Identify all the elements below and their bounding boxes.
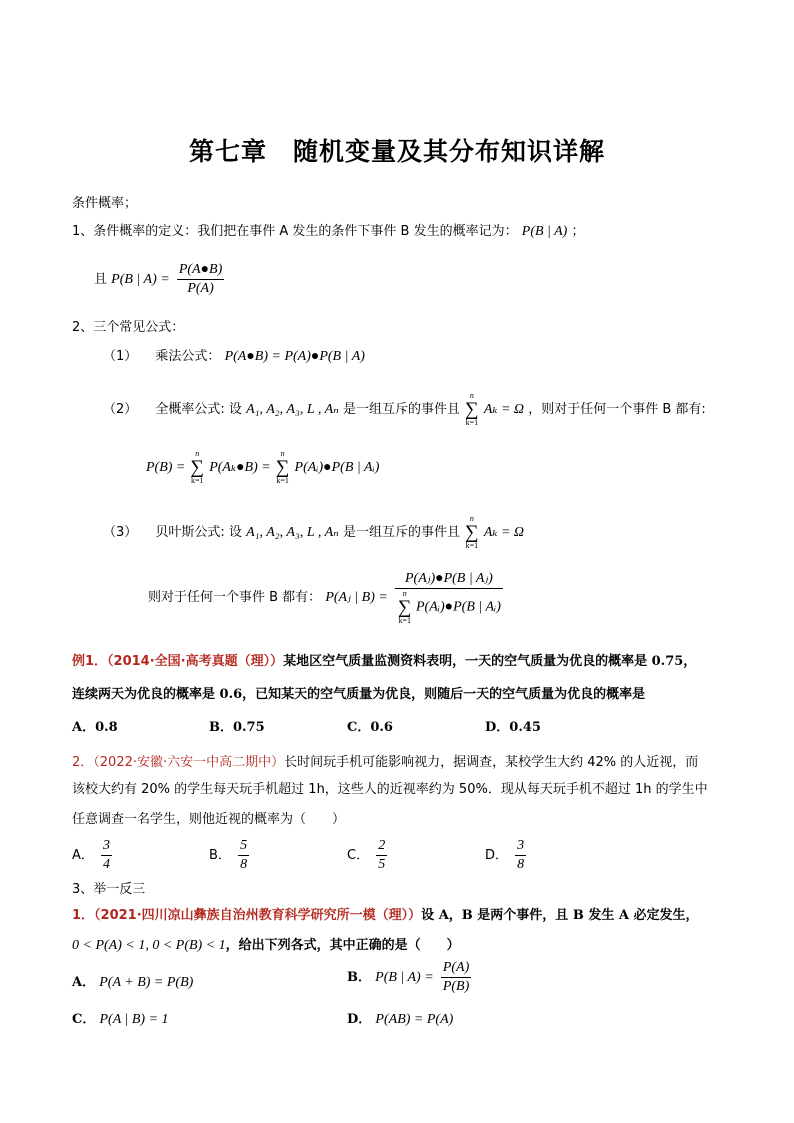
sum-upper: n	[469, 514, 474, 523]
option-den: 5	[378, 857, 386, 872]
sigma-icon: ∑	[397, 597, 412, 618]
example2-option-c	[347, 838, 390, 873]
option-formula-lhs: P(B | A) =	[375, 970, 434, 985]
option-num: P(A)	[441, 960, 471, 978]
practice1-condition: 0 < P(A) < 1, 0 < P(B) < 1	[72, 938, 226, 953]
option-fraction	[515, 838, 526, 873]
sigma-icon: ∑	[465, 399, 479, 420]
example1-option-d: D．0.45	[485, 720, 541, 735]
item3-denominator	[395, 589, 503, 625]
item2-formula-b: P(Aᵢ)●P(B | Aᵢ)	[294, 460, 380, 475]
example1-text1: 某地区空气质量监测资料表明，一天的空气质量为优良的概率是 0.75，	[283, 654, 697, 669]
example1-option-b: B．0.75	[209, 720, 265, 735]
practice1-text2: ，给出下列各式，其中正确的是（ ）	[225, 938, 460, 953]
example1-source: 例1．（2014·全国·高考真题（理））	[72, 654, 284, 669]
item2-label: 全概率公式: 设	[155, 402, 242, 417]
practice1-option-b	[347, 960, 474, 995]
option-den: 8	[517, 857, 525, 872]
example1-line1	[72, 650, 696, 669]
sum-upper: n	[469, 391, 474, 400]
option-letter: A．	[72, 848, 94, 863]
item3-formula-lhs: P(Aⱼ | B) =	[325, 590, 388, 605]
example2-text2: 该校大约有 20% 的学生每天玩手机超过 1h，这些人的近视率约为 50%．现从每天玩手机不超过 1h 的学生中	[72, 782, 708, 797]
practice1-line1	[72, 904, 698, 923]
example2-text3: 任意调查一名学生，则他近视的概率为（ ）	[72, 812, 346, 827]
example2-option-b	[209, 838, 252, 873]
practice1-option-d	[347, 1008, 453, 1028]
item2-formula-lhs: P(B) =	[146, 460, 186, 475]
item3-line2-text: 则对于任何一个事件 B 都有：	[148, 590, 322, 605]
item3-formula	[148, 570, 506, 625]
formula-numerator: P(A●B)	[177, 262, 224, 280]
option-letter: C．	[72, 1012, 96, 1027]
option-letter: B．	[209, 848, 231, 863]
formula-lhs: P(B | A) =	[111, 272, 170, 287]
item2-mid: 是一组互斥的事件且	[342, 402, 460, 417]
example1-option-c: C．0.6	[347, 720, 393, 735]
sum-a-lower: k=1	[191, 476, 204, 485]
definition-formula	[94, 262, 227, 297]
sigma-icon: ∑	[275, 457, 290, 478]
item2-number: （2）	[103, 402, 138, 417]
formula-prefix: 且	[94, 272, 108, 287]
sum-lower: k=1	[465, 541, 479, 550]
item3-numerator: P(Aⱼ)●P(B | Aⱼ)	[395, 570, 503, 589]
item1-formula: P(A●B) = P(A)●P(B | A)	[224, 349, 365, 364]
option-letter: A．	[72, 975, 96, 990]
item1-label: 乘法公式：	[155, 349, 221, 364]
item3-label: 贝叶斯公式: 设	[155, 525, 242, 540]
item3-fraction	[395, 570, 503, 625]
item3-events: A₁, A₂, A₃, L , Aₙ	[246, 525, 339, 540]
item3-mid: 是一组互斥的事件且	[342, 525, 460, 540]
section-heading: 条件概率；	[72, 196, 138, 211]
sigma-icon: ∑	[190, 457, 205, 478]
item2-formula	[146, 450, 379, 485]
item1-number: （1）	[103, 349, 138, 364]
option-fraction	[101, 838, 112, 873]
item2-sum-a	[191, 450, 205, 485]
formula-denominator: P(A)	[187, 281, 214, 296]
option-letter: D．	[485, 848, 509, 863]
example1-text2: 连续两天为优良的概率是 0.6，已知某天的空气质量为优良，则随后一天的空气质量为优良的概率是	[72, 687, 646, 702]
item2-tail: ，则对于任何一个事件 B 都有:	[528, 402, 706, 417]
practice1-option-c	[72, 1008, 169, 1028]
definition-suffix: ；	[571, 224, 585, 239]
practice1-source: 1．（2021·四川凉山彝族自治州教育科学研究所一模（理））	[72, 908, 422, 923]
option-num: 3	[515, 838, 526, 856]
definition-symbol: P(B | A)	[521, 224, 568, 239]
sum-lower: k=1	[465, 418, 479, 427]
item3-sum-symbol	[465, 515, 479, 550]
sum-b-upper: n	[280, 449, 285, 458]
example2-option-a	[72, 838, 115, 873]
option-num: 3	[101, 838, 112, 856]
option-letter: B．	[347, 970, 371, 985]
sum-b-lower: k=1	[276, 476, 289, 485]
option-num: 2	[376, 838, 387, 856]
option-formula: P(A + B) = P(B)	[99, 975, 194, 990]
page-title: 第七章 随机变量及其分布知识详解	[188, 137, 605, 166]
item3-sum-body: Aₖ = Ω	[483, 525, 525, 540]
option-formula: P(A | B) = 1	[99, 1012, 169, 1027]
practice1-line2	[72, 934, 460, 954]
definition-text: 1、条件概率的定义：我们把在事件 A 发生的条件下事件 B 发生的概率记为：	[72, 224, 518, 239]
option-den: 4	[103, 857, 111, 872]
item2-sum-symbol	[465, 392, 479, 427]
example2-line1	[72, 751, 698, 770]
item3-number: （3）	[103, 525, 138, 540]
item3-den-body: P(Aᵢ)●P(B | Aᵢ)	[416, 599, 501, 615]
option-den: P(B)	[442, 979, 470, 994]
item2-events: A₁, A₂, A₃, L , Aₙ	[246, 402, 339, 417]
item1	[103, 345, 365, 365]
item2-formula-a: P(Aₖ●B) =	[209, 460, 271, 475]
option-formula: P(AB) = P(A)	[375, 1012, 454, 1027]
option-letter: C．	[347, 848, 370, 863]
item3	[103, 515, 524, 550]
practice1-text1: 设 A，B 是两个事件，且 B 发生 A 必定发生，	[421, 908, 699, 923]
example2-text1: 长时间玩手机可能影响视力，据调查，某校学生大约 42% 的人近视，而	[284, 755, 699, 770]
definition-line	[72, 220, 585, 240]
practice-heading: 3、举一反三	[72, 882, 146, 897]
item3-den-sum	[398, 590, 412, 625]
sigma-icon: ∑	[465, 522, 479, 543]
option-den: 8	[240, 857, 248, 872]
item2-sum-body: Aₖ = Ω	[483, 402, 525, 417]
sum-a-upper: n	[195, 449, 200, 458]
example1-option-a: A．0.8	[72, 720, 118, 735]
formula-fraction	[177, 262, 224, 297]
option-fraction	[441, 960, 471, 995]
example2-option-d	[485, 838, 529, 873]
item2	[103, 392, 706, 427]
practice1-option-a	[72, 971, 193, 991]
option-fraction	[376, 838, 387, 873]
option-letter: D．	[347, 1012, 372, 1027]
den-sum-lower: k=1	[398, 616, 411, 625]
item2-sum-b	[276, 450, 290, 485]
example2-source: 2．（2022·安徽·六安一中高二期中）	[72, 755, 285, 770]
den-sum-upper: n	[402, 589, 407, 598]
option-num: 5	[238, 838, 249, 856]
formulas-heading: 2、三个常见公式：	[72, 320, 185, 335]
option-fraction	[238, 838, 249, 873]
